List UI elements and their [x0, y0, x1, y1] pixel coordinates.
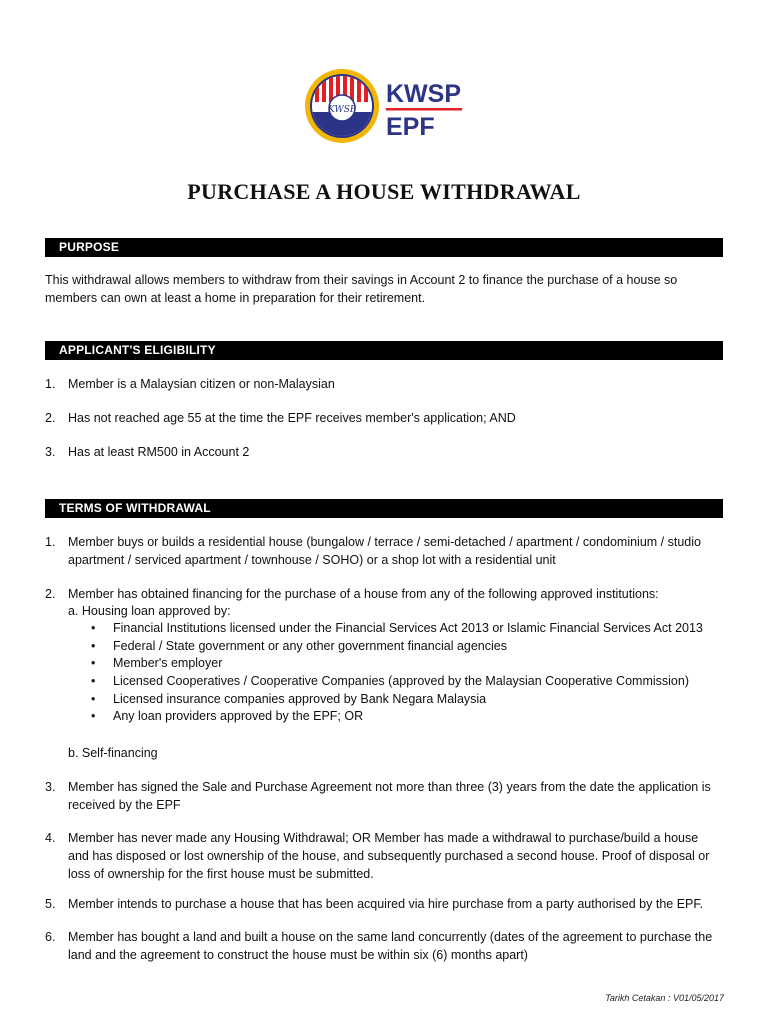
item-line: received by the EPF [68, 798, 181, 812]
print-date-footer [605, 993, 724, 1003]
item-line: Member has signed the Sale and Purchase Agreement not more than three (3) years from the date the application is [68, 780, 711, 794]
item-line: loss of ownership for the first house must be submitted. [68, 867, 374, 881]
list-item-text: Member's employer [113, 656, 223, 671]
item-text [68, 829, 723, 883]
purpose-text-line-2: members can own at least a home in preparation for their retirement. [45, 291, 426, 305]
item-text [68, 778, 723, 814]
section-heading-terms: TERMS OF WITHDRAWAL [45, 499, 723, 518]
item-number: 3. [45, 445, 56, 459]
bullet-icon: • [91, 621, 96, 635]
item-number: 3. [45, 780, 56, 794]
item-number: 6. [45, 930, 56, 944]
item-line: Member has bought a land and built a house on the same land concurrently (dates of the agreement to purchase the [68, 930, 713, 944]
item-line: apartment / serviced apartment / townhouse / SOHO) or a shop lot with a residential unit [68, 553, 556, 567]
item-text: Member has obtained financing for the purchase of a house from any of the following approved institutions: [68, 587, 659, 601]
list-item [91, 655, 703, 673]
bullet-icon: • [91, 638, 96, 653]
item-text: Has at least RM500 in Account 2 [68, 445, 250, 459]
list-item [91, 638, 703, 656]
item-number: 4. [45, 831, 56, 845]
list-item [91, 708, 703, 726]
list-item [91, 691, 703, 709]
list-item-text: Federal / State government or any other government financial agencies [113, 638, 507, 653]
section-heading-purpose: PURPOSE [45, 238, 723, 257]
item-number: 1. [45, 377, 56, 391]
item-text [68, 533, 723, 569]
item-line: Member buys or builds a residential house (bungalow / terrace / semi-detached / apartment / condominium / studio [68, 535, 701, 549]
sub-item-b: b. Self-financing [68, 746, 158, 760]
list-item-text: Licensed insurance companies approved by Bank Negara Malaysia [113, 691, 487, 706]
item-number: 5. [45, 897, 56, 911]
logo-red-rule [386, 108, 462, 111]
item-number: 2. [45, 587, 56, 601]
item-text: Member intends to purchase a house that has been acquired via hire purchase from a party authorised by the EPF. [68, 897, 704, 911]
bullet-icon: • [91, 709, 96, 724]
item-line: Member has never made any Housing Withdrawal; OR Member has made a withdrawal to purchase/build a house [68, 831, 699, 845]
bullet-icon: • [91, 656, 96, 671]
bullet-icon: • [91, 691, 96, 706]
list-item-text: Financial Institutions licensed under the Financial Services Act 2013 or Islamic Financial Services Act 2013 [113, 621, 703, 635]
item-number: 1. [45, 535, 56, 549]
item-text [68, 928, 723, 964]
approved-lenders-list [91, 620, 703, 726]
item-line: and has disposed or lost ownership of the house, and subsequently purchased a second house. Proof of disposal or [68, 849, 710, 863]
bullet-icon: • [91, 674, 96, 689]
list-item-text: Licensed Cooperatives / Cooperative Companies (approved by the Malaysian Cooperative Commission) [113, 674, 689, 689]
list-item [91, 673, 703, 691]
print-date-label: Tarikh Cetakan : [605, 993, 671, 1003]
item-text: Member is a Malaysian citizen or non-Malaysian [68, 377, 335, 391]
purpose-text [45, 271, 725, 307]
print-date-value: V01/05/2017 [672, 993, 724, 1003]
logo-emblem-text: KWSP [328, 105, 356, 115]
logo-epf-text: EPF [386, 113, 435, 141]
list-item-text: Any loan providers approved by the EPF; OR [113, 709, 364, 724]
section-heading-eligibility: APPLICANT'S ELIGIBILITY [45, 341, 723, 360]
kwsp-epf-logo [304, 66, 464, 146]
item-number: 2. [45, 411, 56, 425]
item-line: land and the agreement to construct the house must be within six (6) months apart) [68, 948, 528, 962]
sub-item-a: a. Housing loan approved by: [68, 604, 231, 618]
page-title: PURCHASE A HOUSE WITHDRAWAL [187, 179, 581, 204]
logo-kwsp-text: KWSP [386, 80, 461, 108]
purpose-text-line-1: This withdrawal allows members to withdraw from their savings in Account 2 to finance the purchase of a house so [45, 273, 678, 287]
list-item [91, 620, 703, 638]
item-text: Has not reached age 55 at the time the EPF receives member's application; AND [68, 411, 516, 425]
